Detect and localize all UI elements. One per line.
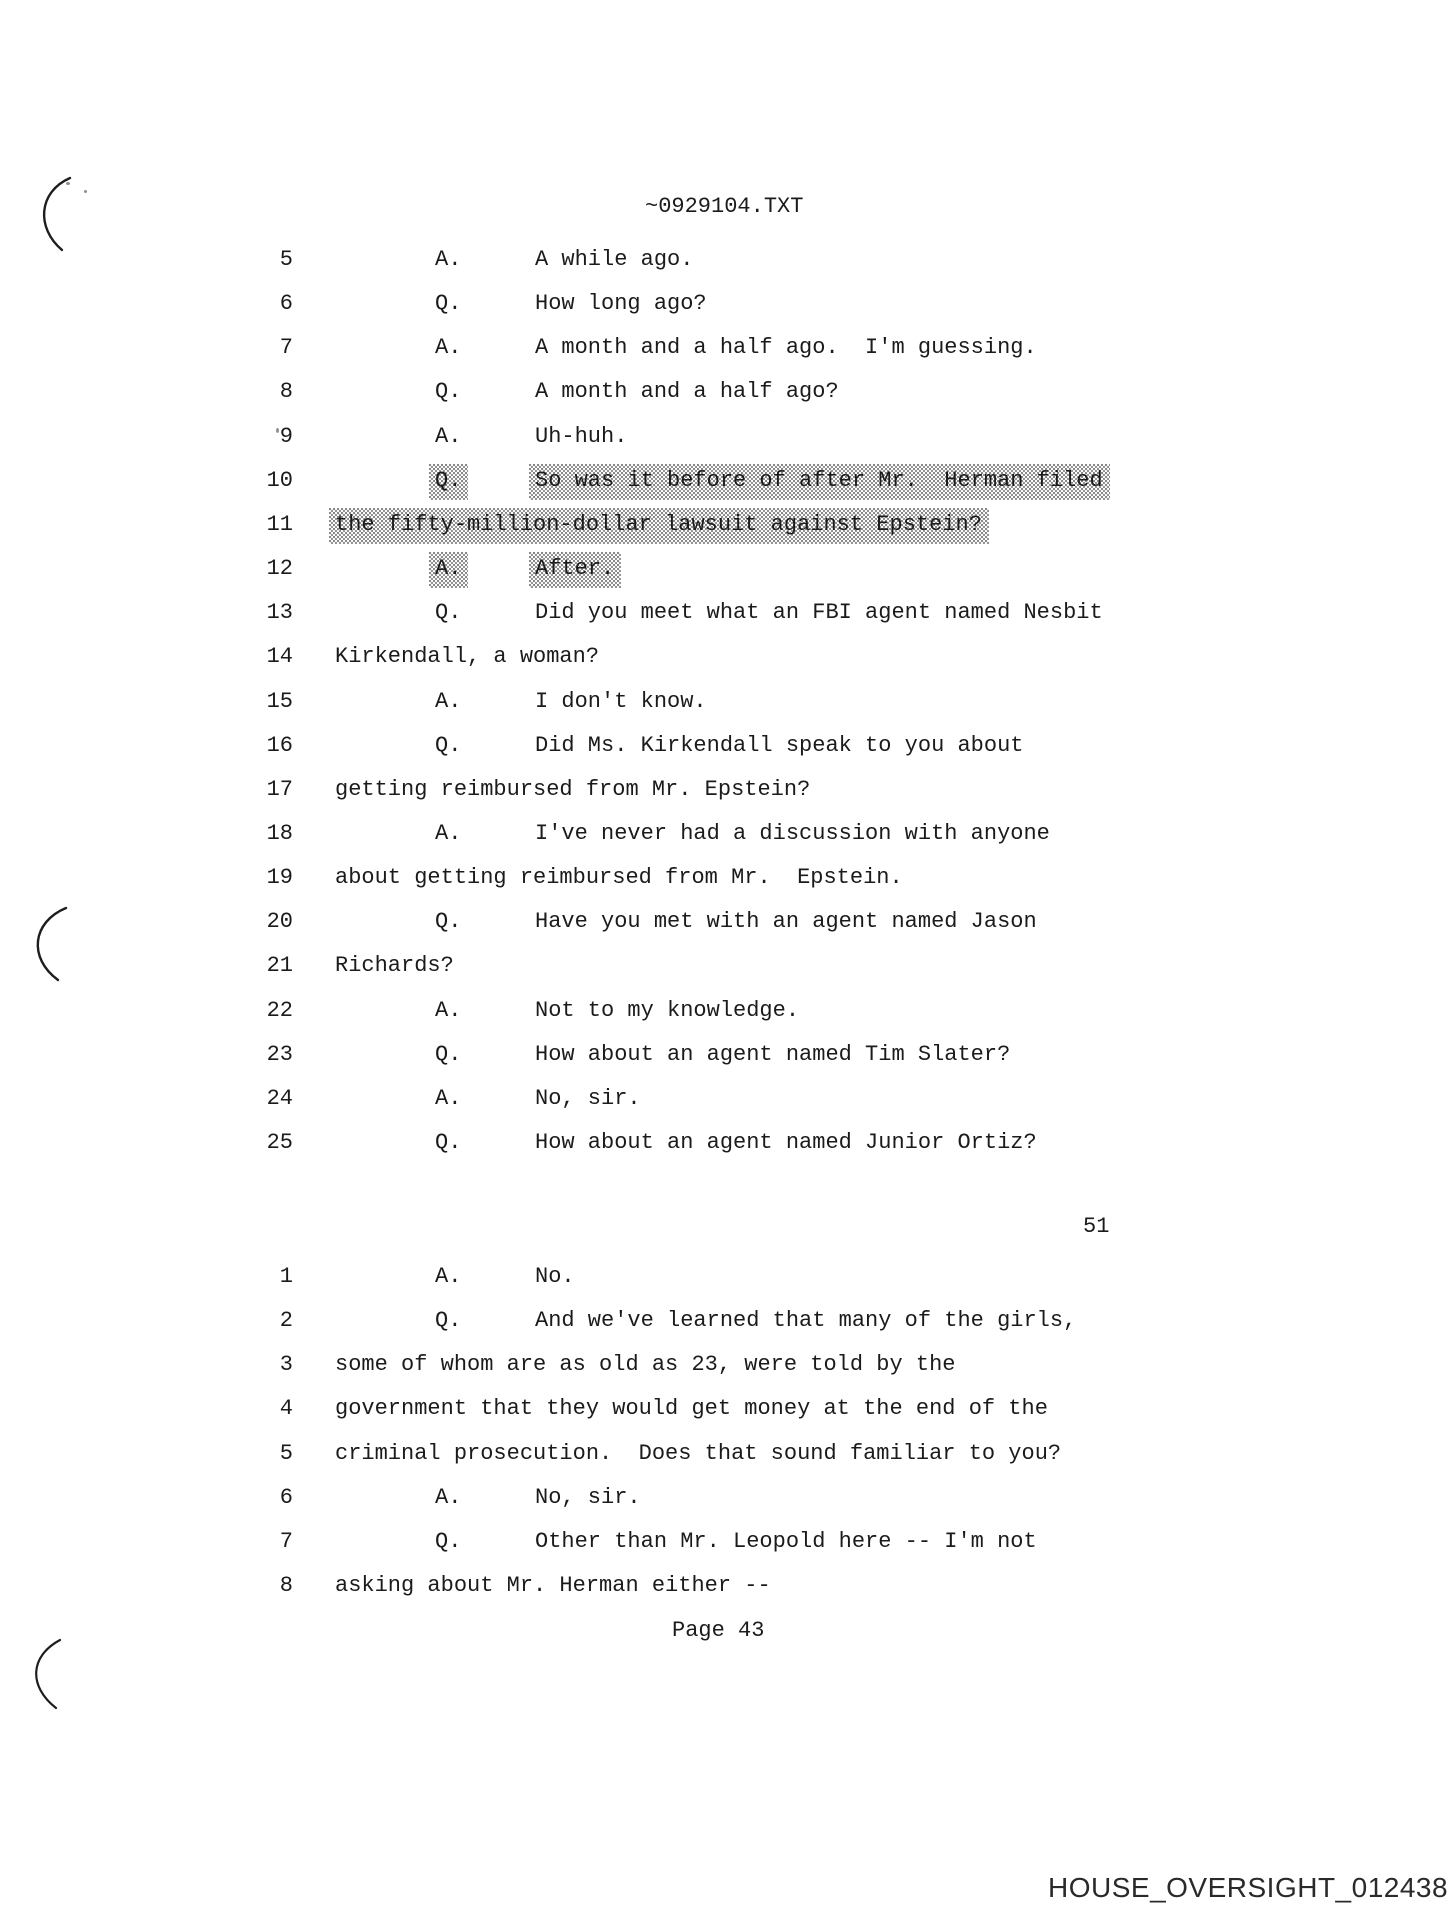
speaker-label: A. xyxy=(435,821,462,846)
speaker-label: Q. xyxy=(435,379,462,404)
line-number: 8 xyxy=(279,379,293,404)
line-number: 13 xyxy=(266,600,293,625)
line-text: A month and a half ago. I'm guessing. xyxy=(535,335,1037,360)
line-number: 22 xyxy=(266,998,293,1023)
line-number: 7 xyxy=(279,1529,293,1554)
line-text: asking about Mr. Herman either -- xyxy=(335,1573,771,1598)
line-text: criminal prosecution. Does that sound familiar to you? xyxy=(335,1441,1062,1466)
line-text: I've never had a discussion with anyone xyxy=(535,821,1050,846)
line-number: 18 xyxy=(266,821,293,846)
line-text: And we've learned that many of the girls, xyxy=(535,1308,1077,1333)
speaker-label: Q. xyxy=(435,909,462,934)
line-number: 20 xyxy=(266,909,293,934)
speaker-label: A. xyxy=(435,1485,462,1510)
speaker-label: A. xyxy=(435,998,462,1023)
line-text: getting reimbursed from Mr. Epstein? xyxy=(335,777,811,802)
speaker-label: Q. xyxy=(435,733,462,758)
speaker-label: A. xyxy=(435,424,462,449)
line-text: No, sir. xyxy=(535,1086,641,1111)
line-number: 14 xyxy=(266,644,293,669)
line-number: 5 xyxy=(279,1441,293,1466)
line-number: 1 xyxy=(279,1264,293,1289)
footer-page-label: Page 43 xyxy=(672,1618,765,1643)
line-number: 17 xyxy=(266,777,293,802)
scan-artifact-arc xyxy=(28,172,90,258)
line-text: government that they would get money at the end of the xyxy=(335,1396,1048,1421)
line-text: Did you meet what an FBI agent named Nesbit xyxy=(535,600,1103,625)
line-text: No, sir. xyxy=(535,1485,641,1510)
line-text: Did Ms. Kirkendall speak to you about xyxy=(535,733,1024,758)
speaker-label: Q. xyxy=(435,600,462,625)
line-text: How about an agent named Junior Ortiz? xyxy=(535,1130,1037,1155)
line-number: 15 xyxy=(266,689,293,714)
line-text: Uh-huh. xyxy=(535,424,628,449)
line-text: about getting reimbursed from Mr. Epstein. xyxy=(335,865,903,890)
speaker-label: Q. xyxy=(429,464,468,500)
line-number: 25 xyxy=(266,1130,293,1155)
line-text: How long ago? xyxy=(535,291,707,316)
line-number: 2 xyxy=(279,1308,293,1333)
line-number: 12 xyxy=(266,556,293,581)
line-number: 23 xyxy=(266,1042,293,1067)
scan-artifact-arc xyxy=(22,1634,80,1716)
line-number: 6 xyxy=(279,1485,293,1510)
line-number: 16 xyxy=(266,733,293,758)
line-text: some of whom are as old as 23, were told by the xyxy=(335,1352,956,1377)
document-title: ~0929104.TXT xyxy=(645,194,804,219)
line-number: 10 xyxy=(266,468,293,493)
speaker-label: A. xyxy=(435,247,462,272)
speaker-label: A. xyxy=(429,552,468,588)
line-number: 24 xyxy=(266,1086,293,1111)
scan-artifact-arc xyxy=(22,900,84,988)
speaker-label: Q. xyxy=(435,1042,462,1067)
speaker-label: Q. xyxy=(435,1529,462,1554)
line-text: the fifty-million-dollar lawsuit against Epstein? xyxy=(329,508,989,544)
speaker-label: A. xyxy=(435,1264,462,1289)
line-text: So was it before of after Mr. Herman filed xyxy=(529,464,1110,500)
line-text: A while ago. xyxy=(535,247,694,272)
page-number: 51 xyxy=(1083,1214,1110,1239)
speaker-label: Q. xyxy=(435,1130,462,1155)
line-number: 4 xyxy=(279,1396,293,1421)
line-number: 11 xyxy=(266,512,293,537)
line-text: Kirkendall, a woman? xyxy=(335,644,600,669)
speaker-label: A. xyxy=(435,1086,462,1111)
line-text: After. xyxy=(529,552,621,588)
speaker-label: Q. xyxy=(435,291,462,316)
line-text: Have you met with an agent named Jason xyxy=(535,909,1037,934)
bates-stamp: HOUSE_OVERSIGHT_012438 xyxy=(1048,1872,1449,1903)
line-number: 6 xyxy=(279,291,293,316)
line-number: 7 xyxy=(279,335,293,360)
line-number: 3 xyxy=(279,1352,293,1377)
line-text: No. xyxy=(535,1264,575,1289)
scan-speck xyxy=(66,182,70,185)
line-text: I don't know. xyxy=(535,689,707,714)
speaker-label: A. xyxy=(435,689,462,714)
speaker-label: Q. xyxy=(435,1308,462,1333)
line-text: How about an agent named Tim Slater? xyxy=(535,1042,1011,1067)
line-text: A month and a half ago? xyxy=(535,379,839,404)
line-text: Not to my knowledge. xyxy=(535,998,800,1023)
line-number: 8 xyxy=(279,1573,293,1598)
line-number: 21 xyxy=(266,953,293,978)
line-number: 5 xyxy=(279,247,293,272)
line-number: 19 xyxy=(266,865,293,890)
line-text: Other than Mr. Leopold here -- I'm not xyxy=(535,1529,1037,1554)
line-text: Richards? xyxy=(335,953,454,978)
scan-speck xyxy=(84,190,87,193)
line-number: 9 xyxy=(279,424,293,449)
speaker-label: A. xyxy=(435,335,462,360)
